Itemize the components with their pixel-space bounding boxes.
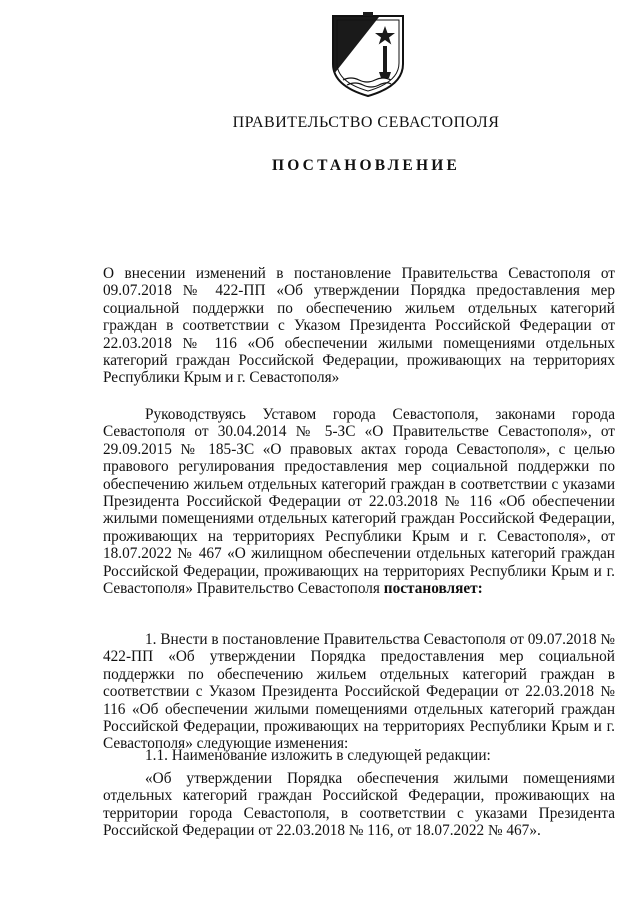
document-type: ПОСТАНОВЛЕНИЕ — [271, 157, 461, 174]
document-subject: О внесении изменений в постановление Правительства Севастополя от 09.07.2018 № 422-ПП «Об утверждении Порядка предоставления мер социальной поддержки по обеспечению жильем отдельных категорий граждан в соответствии с Указом Президента Российской Федерации от 22.03.2018 № 116 «Об обеспечении жилыми помещениями отдельных категорий граждан Российской Федерации, проживающих на территориях Республики Крым и г. Севастополя» — [103, 265, 615, 387]
preamble-paragraph — [103, 406, 615, 597]
item-1-paragraph: 1. Внести в постановление Правительства Севастополя от 09.07.2018 № 422-ПП «Об утверждении Порядка предоставления мер социальной поддержки по обеспечению жильем отдельных категорий граждан в соответствии с Указом Президента Российской Федерации от 22.03.2018 № 116 «Об обеспечении жилыми помещениями отдельных категорий граждан Российской Федерации, проживающих на территориях Республики Крым и г. Севастополя» следующие изменения: — [103, 631, 615, 753]
item-1-1-paragraph: 1.1. Наименование изложить в следующей редакции: — [145, 747, 491, 764]
coat-of-arms-icon — [327, 12, 409, 98]
resolves-word: постановляет: — [383, 580, 483, 598]
preamble-text: Руководствуясь Уставом города Севастополя, законами города Севастополя от 30.04.2014 № 5-ЗС «О Правительстве Севастополя», от 29.09.2015 № 185-ЗС «О правовых актах города Севастополя», с целью правового регулирования предоставления мер социальной поддержки по обеспечению жильем отдельных категорий граждан в соответствии с указами Президента Российской Федерации от 22.03.2018 № 116 «Об обеспечении жилыми помещениями отдельных категорий граждан Российской Федерации, проживающих на территориях Республики Крым и г. Севастополя», от 18.07.2022 № 467 «О жилищном обеспечении отдельных категорий граждан Российской Федерации, проживающих на территориях Республики Крым и г. Севастополя» Правительство Севастополя — [103, 406, 615, 598]
new-title-paragraph: «Об утверждении Порядка обеспечения жилыми помещениями отдельных категорий граждан Российской Федерации, проживающих на территории города Севастополя, в соответствии с указами Президента Российской Федерации от 22.03.2018 № 116, от 18.07.2022 № 467». — [103, 770, 615, 840]
organization-title: ПРАВИТЕЛЬСТВО СЕВАСТОПОЛЯ — [232, 114, 500, 131]
